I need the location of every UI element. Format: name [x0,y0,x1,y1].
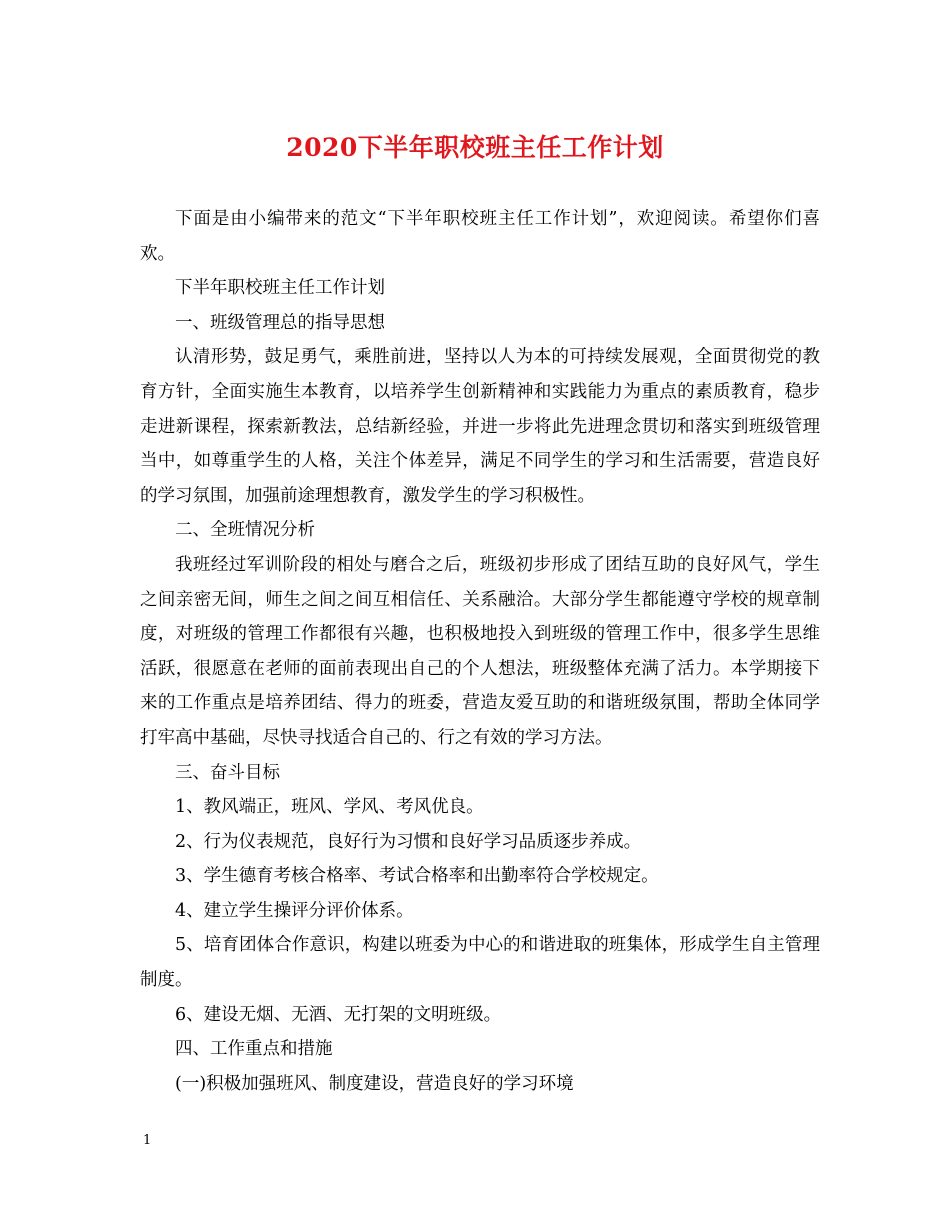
paragraph-guiding-idea: 认清形势，鼓足勇气，乘胜前进，坚持以人为本的可持续发展观，全面贯彻党的教育方针，全面实施生本教育，以培养学生创新精神和实践能力为重点的素质教育，稳步走进新课程，探索新教法，总结新经验，并进一步将此先进理念贯切和落实到班级管理当中，如尊重学生的人格，关注个体差异，满足不同学生的学习和生活需要，营造良好的学习氛围，加强前途理想教育，激发学生的学习积极性。 [140,347,820,506]
subsection-heading-1: (一)积极加强班风、制度建设，营造良好的学习环境 [175,1073,574,1094]
goal-item-6: 6、建设无烟、无酒、无打架的文明班级。 [175,1004,502,1025]
section-heading-3: 三、奋斗目标 [175,762,280,783]
goal-item-2: 2、行为仪表规范，良好行为习惯和良好学习品质逐步养成。 [175,831,642,852]
section-heading-1: 一、班级管理总的指导思想 [175,312,385,333]
paragraph-subtitle: 下半年职校班主任工作计划 [175,278,385,299]
goal-item-1: 1、教风端正，班风、学风、考风优良。 [175,797,484,818]
paragraph-intro: 下面是由小编带来的范文“下半年职校班主任工作计划”，欢迎阅读。希望你们喜欢。 [140,209,820,264]
document-body [140,202,820,1101]
goal-item-5: 5、培育团体合作意识，构建以班委为中心的和谐进取的班集体，形成学生自主管理制度。 [140,935,820,991]
goal-item-3: 3、学生德育考核合格率、考试合格率和出勤率符合学校规定。 [175,866,659,887]
paragraph-class-analysis: 我班经过军训阶段的相处与磨合之后，班级初步形成了团结互助的良好风气，学生之间亲密无间，师生之间之间互相信任、关系融洽。大部分学生都能遵守学校的规章制度，对班级的管理工作都很有兴趣，也积极地投入到班级的管理工作中，很多学生思维活跃，很愿意在老师的面前表现出自己的个人想法，班级整体充满了活力。本学期接下来的工作重点是培养团结、得力的班委，营造友爱互助的和谐班级氛围，帮助全体同学打牢高中基础，尽快寻找适合自己的、行之有效的学习方法。 [140,554,820,748]
document-title: 2020下半年职校班主任工作计划 [286,133,664,162]
section-heading-2: 二、全班情况分析 [175,520,315,541]
page-number: 1 [143,1133,152,1148]
section-heading-4: 四、工作重点和措施 [175,1039,333,1060]
goal-item-4: 4、建立学生操评分评价体系。 [175,900,414,921]
